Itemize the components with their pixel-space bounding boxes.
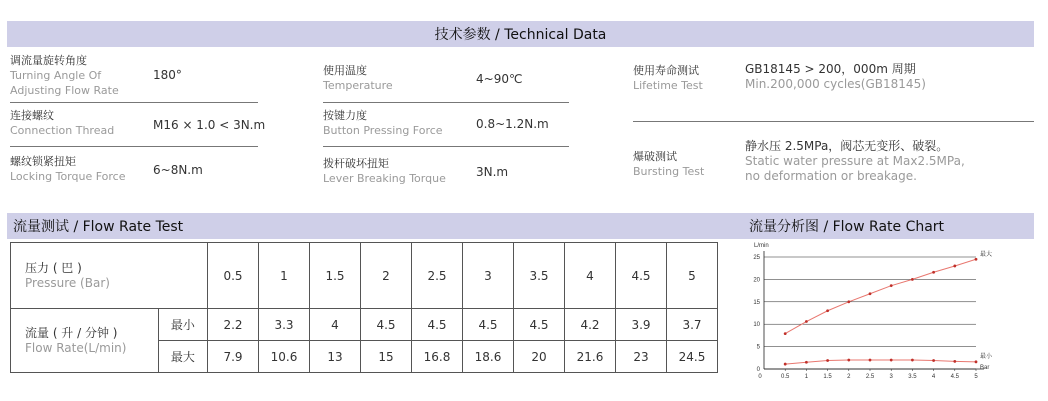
spec-locking-torque: 螺纹锁紧扭矩 Locking Torque Force bbox=[10, 155, 126, 183]
x-tick-label: 2 bbox=[847, 374, 851, 380]
series-label: 最大 bbox=[980, 252, 993, 259]
min-cell: 4.5 bbox=[514, 309, 565, 341]
data-point bbox=[911, 278, 914, 281]
max-cell: 13 bbox=[310, 341, 361, 373]
max-cell: 21.6 bbox=[565, 341, 616, 373]
max-cell: 16.8 bbox=[412, 341, 463, 373]
data-point bbox=[869, 359, 872, 362]
technical-data-title: 技术参数 / Technical Data bbox=[434, 27, 607, 43]
divider bbox=[10, 146, 258, 147]
data-point bbox=[975, 360, 978, 363]
data-point bbox=[890, 284, 893, 287]
pressure-cell: 4.5 bbox=[616, 243, 667, 309]
spec-connection-thread: 连接螺纹 Connection Thread bbox=[10, 109, 115, 137]
x-tick-label: 4.5 bbox=[950, 374, 959, 380]
max-cell: 23 bbox=[616, 341, 667, 373]
flow-rate-label: 流量 ( 升 / 分钟 ) Flow Rate(L/min) bbox=[11, 309, 159, 373]
min-cell: 4 bbox=[310, 309, 361, 341]
x-axis-label: Bar bbox=[980, 365, 990, 371]
x-tick-label: 2.5 bbox=[865, 374, 875, 380]
data-point bbox=[784, 363, 787, 366]
pressure-row bbox=[11, 243, 718, 309]
series-line-0 bbox=[785, 259, 976, 333]
y-tick-label: 25 bbox=[753, 255, 760, 261]
spec-connection-thread-value: M16 × 1.0 < 3N.m bbox=[153, 118, 266, 132]
x-tick-label: 4 bbox=[931, 374, 936, 380]
y-tick-label: 20 bbox=[753, 277, 760, 284]
spec-turning-angle-value: 180° bbox=[153, 68, 182, 82]
y-axis-label: L/min bbox=[754, 243, 769, 249]
divider bbox=[323, 146, 569, 147]
min-cell: 3.7 bbox=[667, 309, 718, 341]
data-point bbox=[805, 361, 808, 364]
flow-rate-table bbox=[10, 242, 718, 373]
spec-lever-torque: 拨杆破坏扭矩 Lever Breaking Torque bbox=[323, 157, 446, 185]
divider bbox=[633, 121, 1034, 122]
spec-turning-angle: 调流量旋转角度 Turning Angle Of Adjusting Flow Rate bbox=[10, 54, 119, 97]
max-cell: 20 bbox=[514, 341, 565, 373]
y-tick-label: 15 bbox=[753, 299, 760, 306]
spec-temperature-value: 4~90℃ bbox=[476, 72, 523, 86]
pressure-label: 压力 ( 巴 ) Pressure (Bar) bbox=[11, 243, 208, 309]
max-cell: 24.5 bbox=[667, 341, 718, 373]
max-label: 最大 bbox=[158, 341, 207, 373]
y-tick-label: 5 bbox=[756, 344, 760, 351]
data-point bbox=[911, 359, 914, 362]
data-point bbox=[953, 360, 956, 363]
min-label: 最小 bbox=[158, 309, 207, 341]
spec-temperature: 使用温度 Temperature bbox=[323, 64, 393, 92]
data-point bbox=[890, 359, 893, 362]
x-tick-label: 3 bbox=[889, 374, 893, 380]
divider bbox=[10, 102, 258, 103]
flow-rate-chart bbox=[740, 240, 1010, 380]
min-cell: 4.2 bbox=[565, 309, 616, 341]
x-tick-label: 1 bbox=[804, 374, 809, 380]
flow-min-row bbox=[11, 309, 718, 341]
max-cell: 15 bbox=[361, 341, 412, 373]
pressure-cell: 2 bbox=[361, 243, 412, 309]
pressure-cell: 1.5 bbox=[310, 243, 361, 309]
data-point bbox=[932, 271, 935, 274]
x-tick-label: 0.5 bbox=[781, 374, 790, 380]
data-point bbox=[847, 300, 850, 303]
pressure-cell: 4 bbox=[565, 243, 616, 309]
pressure-cell: 5 bbox=[667, 243, 718, 309]
data-point bbox=[847, 359, 850, 362]
max-cell: 18.6 bbox=[463, 341, 514, 373]
max-cell: 10.6 bbox=[259, 341, 310, 373]
min-cell: 3.9 bbox=[616, 309, 667, 341]
spec-bursting-test-value: 静水压 2.5MPa，阀芯无变形、破裂。 Static water pressure at Max2.5MPa, no deformation or breakage. bbox=[745, 139, 965, 183]
y-tick-label: 0 bbox=[756, 367, 760, 373]
spec-button-force: 按键力度 Button Pressing Force bbox=[323, 109, 443, 137]
data-point bbox=[932, 359, 935, 362]
pressure-cell: 1 bbox=[259, 243, 310, 309]
flow-rate-chart-title: 流量分析图 / Flow Rate Chart bbox=[749, 219, 945, 235]
pressure-cell: 2.5 bbox=[412, 243, 463, 309]
x-tick-label: 3.5 bbox=[908, 374, 917, 380]
series-line-1 bbox=[785, 360, 976, 364]
data-point bbox=[784, 332, 787, 335]
pressure-cell: 0.5 bbox=[208, 243, 259, 309]
data-point bbox=[953, 265, 956, 268]
max-cell: 7.9 bbox=[208, 341, 259, 373]
data-point bbox=[975, 258, 978, 261]
spec-lever-torque-value: 3N.m bbox=[476, 165, 509, 179]
pressure-cell: 3 bbox=[463, 243, 514, 309]
min-cell: 2.2 bbox=[208, 309, 259, 341]
pressure-cell: 3.5 bbox=[514, 243, 565, 309]
spec-locking-torque-value: 6~8N.m bbox=[153, 163, 203, 177]
spec-lifetime-test-value: GB18145 > 200，000m 周期 Min.200,000 cycles(GB18145) bbox=[745, 62, 926, 91]
data-point bbox=[826, 359, 829, 362]
flow-rate-header bbox=[7, 213, 1034, 239]
x-tick-label: 5 bbox=[974, 374, 978, 380]
min-cell: 4.5 bbox=[412, 309, 463, 341]
series-label: 最小 bbox=[980, 353, 993, 360]
x-origin-label: 0 bbox=[758, 374, 762, 380]
divider bbox=[323, 102, 569, 103]
spec-button-force-value: 0.8~1.2N.m bbox=[476, 117, 549, 131]
min-cell: 3.3 bbox=[259, 309, 310, 341]
x-tick-label: 1.5 bbox=[823, 374, 832, 380]
data-point bbox=[826, 309, 829, 312]
spec-bursting-test: 爆破测试 Bursting Test bbox=[633, 150, 705, 178]
technical-data-header bbox=[7, 21, 1034, 47]
min-cell: 4.5 bbox=[463, 309, 514, 341]
min-cell: 4.5 bbox=[361, 309, 412, 341]
y-tick-label: 10 bbox=[753, 322, 760, 329]
data-point bbox=[805, 320, 808, 323]
spec-lifetime-test: 使用寿命测试 Lifetime Test bbox=[633, 64, 703, 92]
flow-rate-test-title: 流量测试 / Flow Rate Test bbox=[13, 219, 184, 235]
data-point bbox=[869, 292, 872, 295]
